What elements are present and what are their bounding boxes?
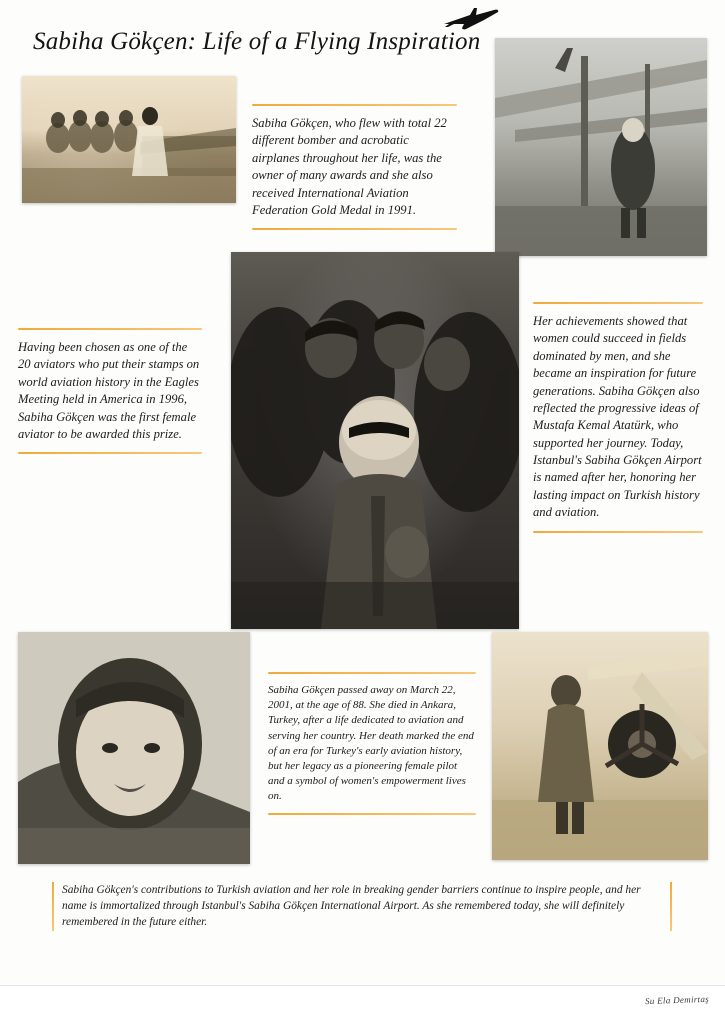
text-block-passing [268, 672, 476, 815]
divider-rule [533, 302, 703, 304]
text-closing-body: Sabiha Gökçen's contributions to Turkish aviation and her role in breaking gender barriers continue to inspire people, and her name is immortalized through Istanbul's Sabiha Gökçen International Airport. As she remembered today, she will definitely remembered in the future either. [62, 884, 641, 929]
divider-rule [52, 882, 54, 931]
photo-pilot-biplane [495, 38, 707, 256]
divider-rule [252, 228, 457, 230]
photo-officers-center-image [231, 252, 519, 629]
photo-pilot-biplane-image [495, 38, 707, 256]
text-block-intro [252, 104, 457, 230]
text-achievements-body: Her achievements showed that women could succeed in fields dominated by men, and she became an inspiration for future generations. Sabiha Gökçen also reflected the progressive ideas of Mustafa Kemal Atatürk, who supported her journey. Today, Istanbul's Sabiha Gökçen Airport is named after her, honoring her lasting impact on Turkish history and aviation. [533, 314, 702, 520]
text-block-achievements [533, 302, 703, 533]
photo-group-top-image [22, 76, 236, 203]
divider-rule [670, 882, 672, 931]
divider-rule [18, 452, 202, 454]
photo-portrait-bottom-image [18, 632, 250, 864]
photo-portrait-bottom [18, 632, 250, 864]
text-block-closing [62, 882, 662, 931]
photo-group-top [22, 76, 236, 203]
divider-rule [18, 328, 202, 330]
photo-officers-center [231, 252, 519, 629]
footer-strip [0, 985, 725, 1024]
text-passing-body: Sabiha Gökçen passed away on March 22, 2001, at the age of 88. She died in Ankara, Turkey, after a life dedicated to aviation and serving her country. Her death marked the end of an era for Turkey's early aviation history, but her legacy as a pioneering female pilot and a symbol of women's empowerment lives on. [268, 684, 474, 803]
text-intro-body: Sabiha Gökçen, who flew with total 22 different bomber and acrobatic airplanes throughout her life, was the owner of many awards and she also received International Aviation Federation Gold Medal in 1991. [252, 116, 447, 217]
divider-rule [533, 531, 703, 533]
text-block-eagles [18, 328, 202, 454]
airplane-icon [440, 2, 502, 32]
divider-rule [268, 813, 476, 815]
divider-rule [268, 672, 476, 674]
page-title: Sabiha Gökçen: Life of a Flying Inspiration [33, 28, 481, 55]
author-signature: Su Ela Demirtaş [644, 993, 710, 1007]
photo-pilot-standing [492, 632, 708, 860]
divider-rule [252, 104, 457, 106]
photo-pilot-standing-image [492, 632, 708, 860]
text-eagles-body: Having been chosen as one of the 20 aviators who put their stamps on world aviation history in the Eagles Meeting held in America in 1996, Sabiha Gökçen was the first female aviator to be awarded this prize. [18, 340, 200, 441]
